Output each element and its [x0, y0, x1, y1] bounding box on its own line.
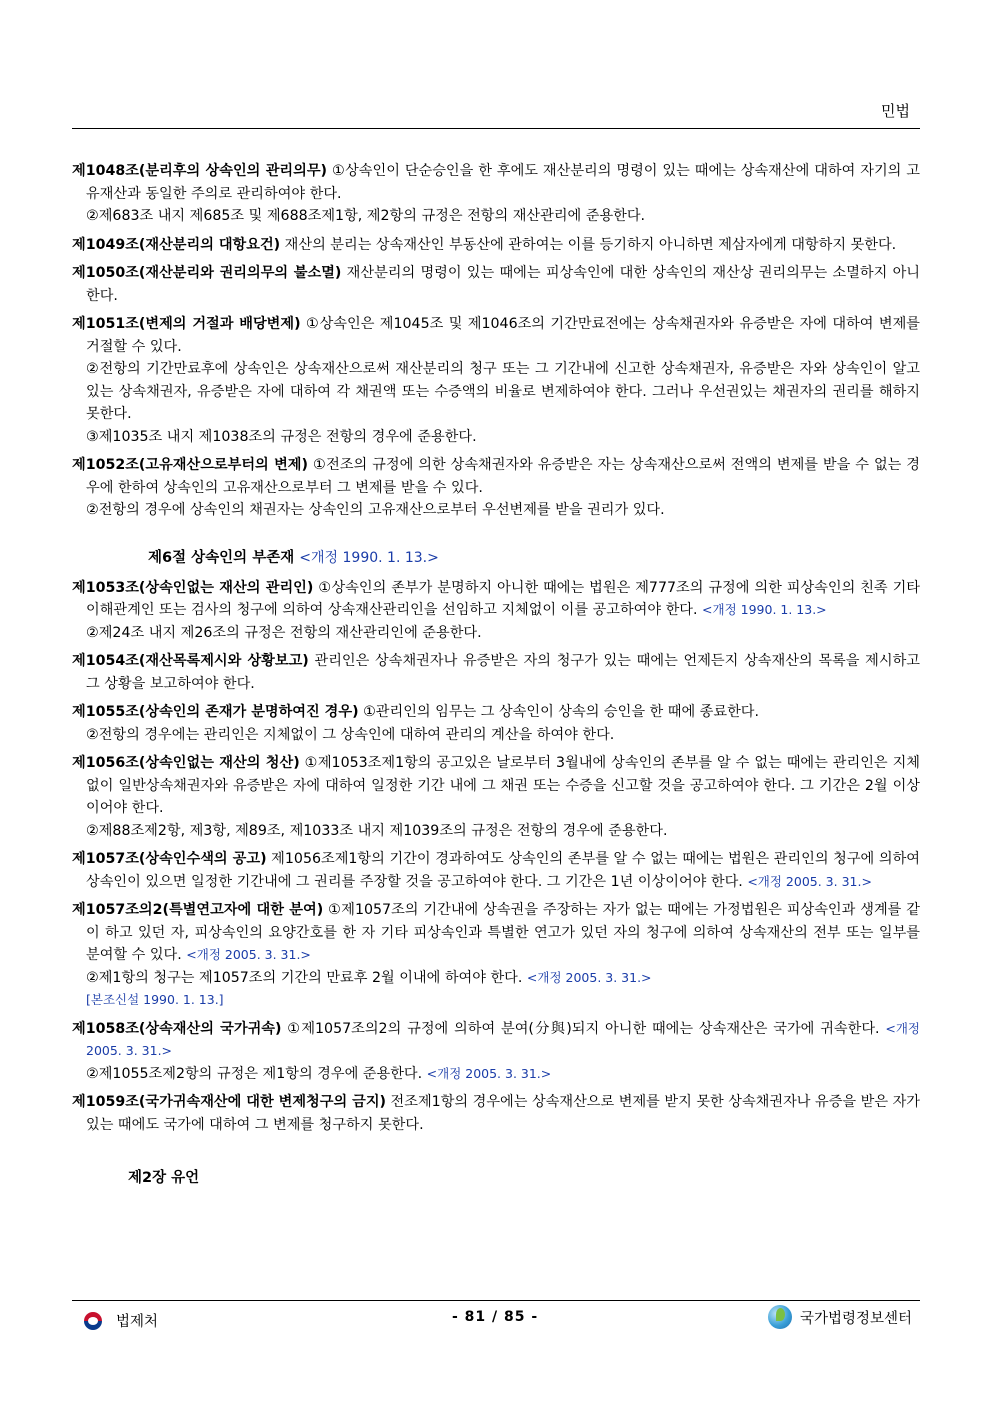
article-text: 관리인은 상속채권자나 유증받은 자의 청구가 있는 때에는 언제든지 상속재산의 목록을 제시하고 그 상황을 보고하여야 한다. — [86, 653, 920, 692]
page-number: - 81 / 85 - — [452, 1309, 539, 1325]
article-paragraph: ②제24조 내지 제26조의 규정은 전항의 재산관리인에 준용한다. — [86, 624, 482, 641]
government-emblem-icon — [84, 1312, 102, 1330]
article-title: 제1048조(분리후의 상속인의 관리의무) — [72, 163, 328, 179]
article-paragraph: ②제683조 내지 제685조 및 제688조제1항, 제2항의 규정은 전항의 재산관리에 준용한다. — [86, 208, 646, 224]
article-1049 — [72, 234, 920, 257]
article-title: 제1058조(상속재산의 국가귀속) — [72, 1020, 282, 1037]
article-paragraph: ②제1055조제2항의 규정은 제1항의 경우에 준용한다. — [86, 1065, 427, 1082]
article-text: 재산의 분리는 상속재산인 부동산에 관하여는 이를 등기하지 아니하면 제삼자에게 대항하지 못한다. — [280, 236, 897, 253]
article-1054 — [72, 650, 920, 695]
article-paragraph: ②제1항의 청구는 제1057조의 기간의 만료후 2월 이내에 하여야 한다. — [86, 969, 527, 986]
page-footer — [72, 1300, 920, 1341]
law-center-logo-icon — [768, 1305, 792, 1329]
amendment-note: <개정 2005. 3. 31.> — [426, 1065, 552, 1081]
article-paragraph: ③제1035조 내지 제1038조의 규정은 전항의 경우에 준용한다. — [86, 428, 477, 445]
article-title: 제1051조(변제의 거절과 배당변제) — [72, 316, 301, 332]
article-1059 — [72, 1091, 920, 1136]
article-text: 전조제1항의 경우에는 상속재산으로 변제를 받지 못한 상속채권자나 유증을 받은 자가 있는 때에도 국가에 대하여 그 변제를 청구하지 못한다. — [86, 1094, 921, 1133]
article-title: 제1056조(상속인없는 재산의 청산) — [72, 755, 300, 771]
amendment-note: <개정 2005. 3. 31.> — [186, 947, 311, 962]
article-text: 재산분리의 명령이 있는 때에는 피상속인에 대한 상속인의 재산상 권리의무는 소멸하지 아니한다. — [86, 265, 920, 304]
article-1053 — [72, 577, 920, 645]
article-paragraph: ②제88조제2항, 제3항, 제89조, 제1033조 내지 제1039조의 규정은 전항의 경우에 준용한다. — [86, 822, 668, 839]
article-paragraph: ②전항의 경우에 상속인의 채권자는 상속인의 고유재산으로부터 우선변제를 받을 권리가 있다. — [86, 502, 665, 518]
article-text: ①상속인의 존부가 분명하지 아니한 때에는 법원은 제777조의 규정에 의한 피상속인의 친족 기타 이해관계인 또는 검사의 청구에 의하여 상속재산관리인을 선임하고 지체없이 이를 공고하여야 한다. — [86, 579, 920, 618]
article-title: 제1057조(상속인수색의 공고) — [72, 851, 267, 867]
article-1051 — [72, 313, 920, 448]
document-title: 민법 — [881, 102, 910, 120]
section-title: 제6절 상속인의 부존재 — [148, 549, 300, 566]
article-title: 제1053조(상속인없는 재산의 관리인) — [72, 579, 314, 596]
article-paragraph: ②전항의 기간만료후에 상속인은 상속재산으로써 재산분리의 청구 또는 그 기간내에 신고한 상속채권자, 유증받은 자와 상속인이 알고 있는 상속채권자, 유증받은 자에 대하여 각 채권액 또는 수증액의 비율로 변제하여야 한다. 그러나 우선권있는 채권자의 권리를 해하지 못한다. — [86, 361, 920, 422]
article-1056 — [72, 752, 920, 842]
article-title: 제1049조(재산분리의 대항요건) — [72, 236, 281, 253]
article-text: ①전조의 규정에 의한 상속채권자와 유증받은 자는 상속재산으로써 전액의 변제를 받을 수 없는 경우에 한하여 상속인의 고유재산으로부터 그 변제를 받을 수 있다. — [86, 457, 921, 496]
article-text: ①제1057조의 기간내에 상속권을 주장하는 자가 없는 때에는 가정법원은 피상속인과 생계를 같이 하고 있던 자, 피상속인의 요양간호를 한 자 기타 피상속인과 특별한 연고가 있던 자의 청구에 의하여 상속재산의 전부 또는 일부를 분여할 수 있다. — [86, 902, 920, 963]
article-1057-2 — [72, 899, 920, 1012]
new-article-note: [본조신설 1990. 1. 13.] — [86, 992, 224, 1007]
document-body — [72, 160, 920, 1187]
footer-left — [84, 1310, 158, 1331]
article-1052 — [72, 454, 920, 522]
chapter-heading: 제2장 유언 — [128, 1170, 200, 1186]
article-text: ①제1057조의2의 규정에 의하여 분여(分與)되지 아니한 때에는 상속재산은 국가에 귀속한다. — [281, 1020, 886, 1037]
page-header — [72, 96, 920, 129]
article-title: 제1055조(상속인의 존재가 분명하여진 경우) — [72, 704, 359, 720]
article-1057 — [72, 848, 920, 893]
article-1055 — [72, 701, 920, 746]
article-1058 — [72, 1018, 920, 1086]
article-1048 — [72, 160, 920, 228]
footer-right — [768, 1305, 912, 1329]
amendment-note: <개정 2005. 3. 31.> — [747, 873, 872, 889]
article-paragraph: ②전항의 경우에는 관리인은 지체없이 그 상속인에 대하여 관리의 계산을 하여야 한다. — [86, 726, 615, 743]
article-title: 제1052조(고유재산으로부터의 변제) — [72, 457, 309, 473]
section-heading — [148, 546, 920, 567]
article-text: 제1056조제1항의 기간이 경과하여도 상속인의 존부를 알 수 없는 때에는 법원은 관리인의 청구에 의하여 상속인이 있으면 일정한 기간내에 그 권리를 주장할 것을 공고하여야 한다. 그 기간은 1년 이상이어야 한다. — [86, 851, 920, 890]
law-center-label: 국가법령정보센터 — [799, 1310, 912, 1327]
article-1050 — [72, 262, 920, 307]
ministry-label: 법제처 — [116, 1314, 159, 1330]
article-text: ①상속인이 단순승인을 한 후에도 재산분리의 명령이 있는 때에는 상속재산에 대하여 자기의 고유재산과 동일한 주의로 관리하여야 한다. — [86, 163, 920, 202]
amendment-note: <개정 2005. 3. 31.> — [526, 969, 652, 985]
article-text: ①상속인은 제1045조 및 제1046조의 기간만료전에는 상속채권자와 유증받은 자에 대하여 변제를 거절할 수 있다. — [86, 316, 921, 355]
article-text: ①제1053조제1항의 공고있은 날로부터 3월내에 상속인의 존부를 알 수 없는 때에는 관리인은 지체없이 일반상속채권자와 유증받은 자에 대하여 일정한 기간 내에 그 채권 또는 수증을 신고할 것을 공고하여야 한다. 그 기간은 2월 이상이어야 한다. — [86, 755, 921, 816]
article-title: 제1059조(국가귀속재산에 대한 변제청구의 금지) — [72, 1094, 387, 1110]
article-title: 제1057조의2(특별연고자에 대한 분여) — [72, 902, 324, 918]
amendment-note: <개정 1990. 1. 13.> — [702, 602, 827, 617]
amendment-note: <개정 2005. 3. 31.> — [86, 1020, 920, 1058]
article-text: ①관리인의 임무는 그 상속인이 상속의 승인을 한 때에 종료한다. — [358, 704, 760, 720]
article-title: 제1054조(재산목록제시와 상황보고) — [72, 653, 309, 669]
article-title: 제1050조(재산분리와 권리의무의 불소멸) — [72, 265, 342, 281]
amendment-note: <개정 1990. 1. 13.> — [299, 549, 439, 566]
